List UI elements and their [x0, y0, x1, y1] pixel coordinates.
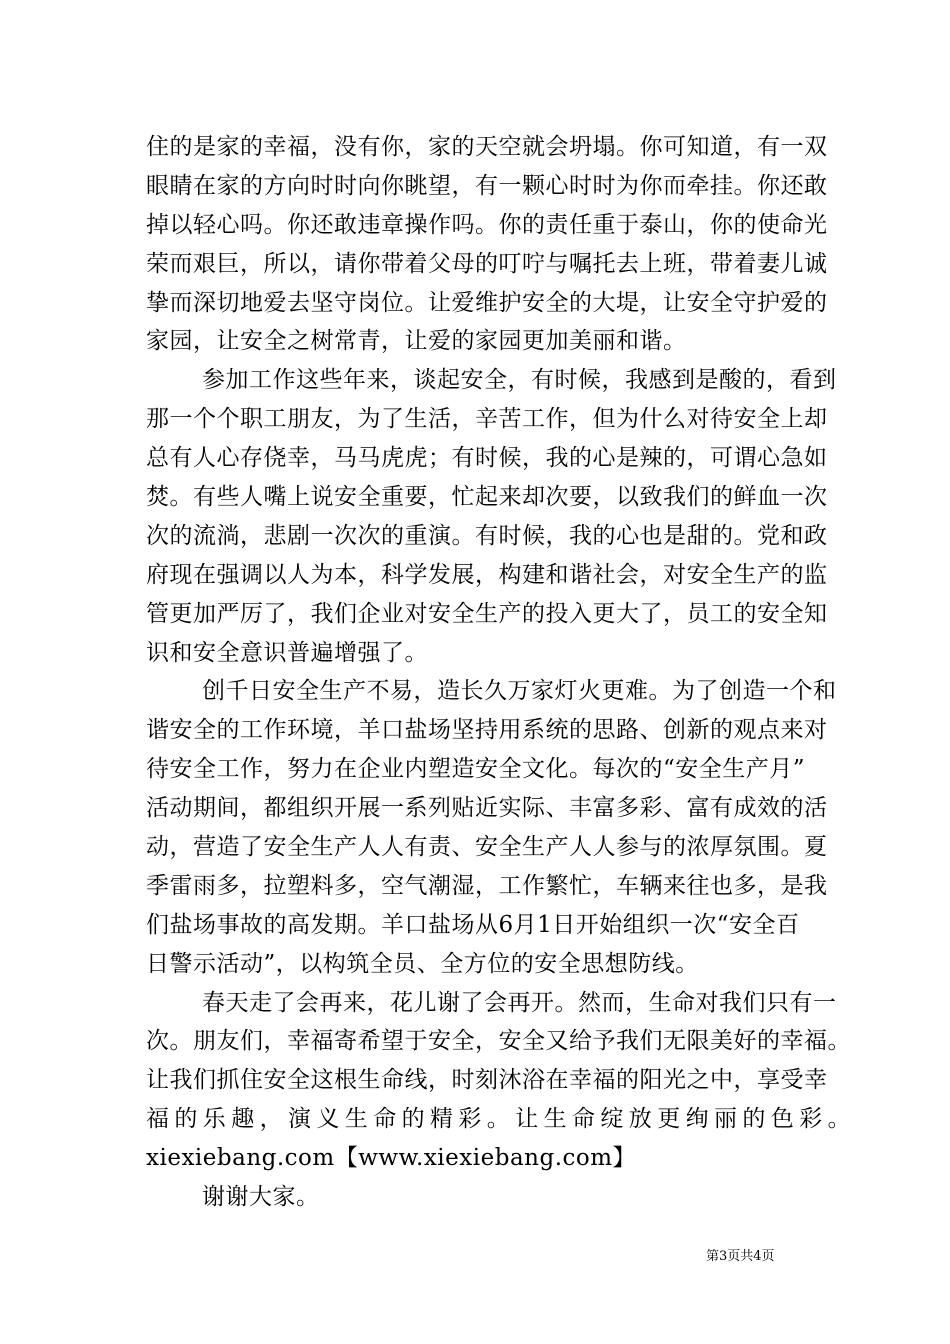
- text-line: 日警示活动”，以构筑全员、全方位的安全思想防线。: [146, 950, 699, 977]
- text-line: 活动期间，都组织开展一系列贴近实际、丰富多彩、富有成效的活: [146, 795, 828, 822]
- text-line: 家园，让安全之树常青，让爱的家园更加美丽和谐。: [146, 328, 687, 355]
- text-line: 让我们抓住安全这根生命线，时刻沐浴在幸福的阳光之中，享受幸: [146, 1067, 828, 1094]
- closing-line: 谢谢大家。: [202, 1184, 320, 1211]
- website-link[interactable]: xiexiebang.com【www.xiexiebang.com】: [146, 1145, 637, 1172]
- text-line: 次的流淌，悲剧一次次的重演。有时候，我的心也是甜的。党和政: [146, 522, 828, 549]
- paragraph-start-line: 春天走了会再来，花儿谢了会再开。然而，生命对我们只有一: [202, 989, 837, 1016]
- text-line: 次。朋友们，幸福寄希望于安全，安全又给予我们无限美好的幸福。: [146, 1028, 851, 1055]
- text-line: 府现在强调以人为本，科学发展，构建和谐社会，对安全生产的监: [146, 561, 828, 588]
- text-line: 季雷雨多，拉塑料多，空气潮湿，工作繁忙，车辆来往也多，是我: [146, 872, 828, 899]
- text-line: 们盐场事故的高发期。羊口盐场从6月1日开始组织一次“安全百: [146, 911, 800, 938]
- text-line: 福的乐趣，演义生命的精彩。让生命绽放更绚丽的色彩。: [146, 1106, 856, 1133]
- text-line: 总有人心存侥幸，马马虎虎；有时候，我的心是辣的，可谓心急如: [146, 445, 828, 472]
- text-line: 荣而艰巨，所以，请你带着父母的叮咛与嘱托去上班，带着妻儿诚: [146, 250, 828, 277]
- paragraph-start-line: 创千日安全生产不易，造长久万家灯火更难。为了创造一个和: [202, 678, 837, 705]
- document-body: [146, 128, 856, 1217]
- text-line: 识和安全意识普遍增强了。: [146, 639, 428, 666]
- text-line: 那一个个职工朋友，为了生活，辛苦工作，但为什么对待安全上却: [146, 406, 828, 433]
- text-line: 掉以轻心吗。你还敢违章操作吗。你的责任重于泰山，你的使命光: [146, 211, 828, 238]
- text-line: 眼睛在家的方向时时向你眺望，有一颗心时时为你而牵挂。你还敢: [146, 172, 828, 199]
- text-line: 挚而深切地爱去坚守岗位。让爱维护安全的大堤，让安全守护爱的: [146, 289, 828, 316]
- text-line: 住的是家的幸福，没有你，家的天空就会坍塌。你可知道，有一双: [146, 134, 828, 160]
- text-line: 管更加严厉了，我们企业对安全生产的投入更大了，员工的安全知: [146, 600, 828, 627]
- text-line: 焚。有些人嘴上说安全重要，忙起来却次要，以致我们的鲜血一次: [146, 484, 828, 511]
- text-line: 谐安全的工作环境，羊口盐场坚持用系统的思路、创新的观点来对: [146, 717, 828, 744]
- paragraph-start-line: 参加工作这些年来，谈起安全，有时候，我感到是酸的，看到: [202, 367, 837, 394]
- text-line: 待安全工作，努力在企业内塑造安全文化。每次的“安全生产月”: [146, 756, 806, 783]
- page-number: 第3页共4页: [706, 1249, 775, 1264]
- text-line: 动，营造了安全生产人人有责、安全生产人人参与的浓厚氛围。夏: [146, 834, 828, 861]
